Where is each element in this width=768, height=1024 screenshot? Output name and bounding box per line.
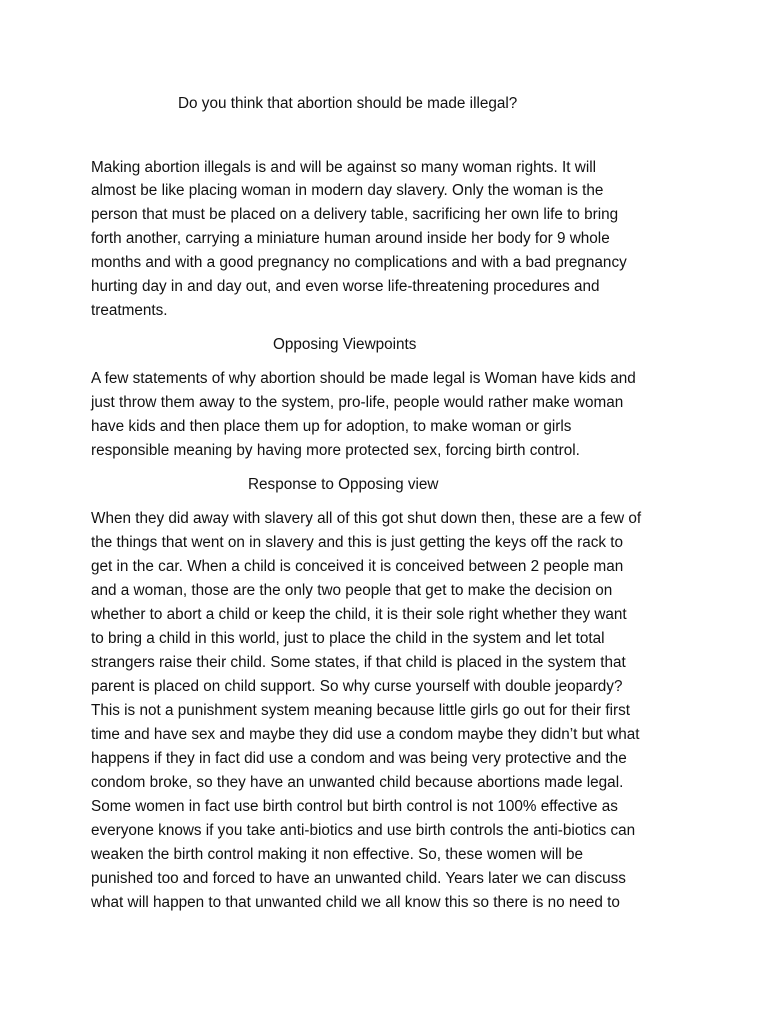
paragraph-line: A few statements of why abortion should be made legal is Woman have kids and [91,370,636,387]
paragraph-line: time and have sex and maybe they did use a condom maybe they didn’t but what [91,726,640,743]
paragraph-line: parent is placed on child support. So why curse yourself with double jeopardy? [91,678,623,695]
paragraph-line: forth another, carrying a miniature human around inside her body for 9 whole [91,230,610,247]
paragraph-line: responsible meaning by having more protected sex, forcing birth control. [91,442,580,459]
document-title: Do you think that abortion should be made illegal? [178,95,518,112]
paragraph-line: have kids and then place them up for adoption, to make woman or girls [91,418,572,435]
paragraph-line: months and with a good pregnancy no complications and with a bad pregnancy [91,254,627,271]
paragraph-line: This is not a punishment system meaning because little girls go out for their first [91,702,631,719]
paragraph-line: the things that went on in slavery and this is just getting the keys off the rack to [91,534,624,551]
paragraph-line: just throw them away to the system, pro-life, people would rather make woman [91,394,624,411]
paragraph-line: get in the car. When a child is conceived it is conceived between 2 people man [91,558,624,575]
paragraph-line: condom broke, so they have an unwanted child because abortions made legal. [91,774,624,791]
paragraph-line: punished too and forced to have an unwanted child. Years later we can discuss [91,870,626,887]
paragraph-line: person that must be placed on a delivery table, sacrificing her own life to bring [91,206,619,223]
paragraph-line: whether to abort a child or keep the child, it is their sole right whether they want [91,606,627,623]
paragraph-line: hurting day in and day out, and even worse life-threatening procedures and [91,278,600,295]
paragraph-line: Making abortion illegals is and will be against so many woman rights. It will [91,159,597,176]
paragraph-line: almost be like placing woman in modern day slavery. Only the woman is the [91,182,604,199]
heading-response: Response to Opposing view [248,476,439,493]
heading-opposing-viewpoints: Opposing Viewpoints [273,336,417,353]
paragraph-line: what will happen to that unwanted child we all know this so there is no need to [91,894,620,911]
paragraph-line: weaken the birth control making it non effective. So, these women will be [91,846,584,863]
paragraph-line: strangers raise their child. Some states, if that child is placed in the system that [91,654,626,671]
paragraph-line: Some women in fact use birth control but birth control is not 100% effective as [91,798,618,815]
paragraph-line: to bring a child in this world, just to place the child in the system and let total [91,630,605,647]
paragraph-line: When they did away with slavery all of this got shut down then, these are a few of [91,510,642,527]
paragraph-line: treatments. [91,302,168,319]
paragraph-line: happens if they in fact did use a condom and was being very protective and the [91,750,627,767]
paragraph-line: and a woman, those are the only two people that get to make the decision on [91,582,613,599]
paragraph-line: everyone knows if you take anti-biotics and use birth controls the anti-biotics can [91,822,636,839]
